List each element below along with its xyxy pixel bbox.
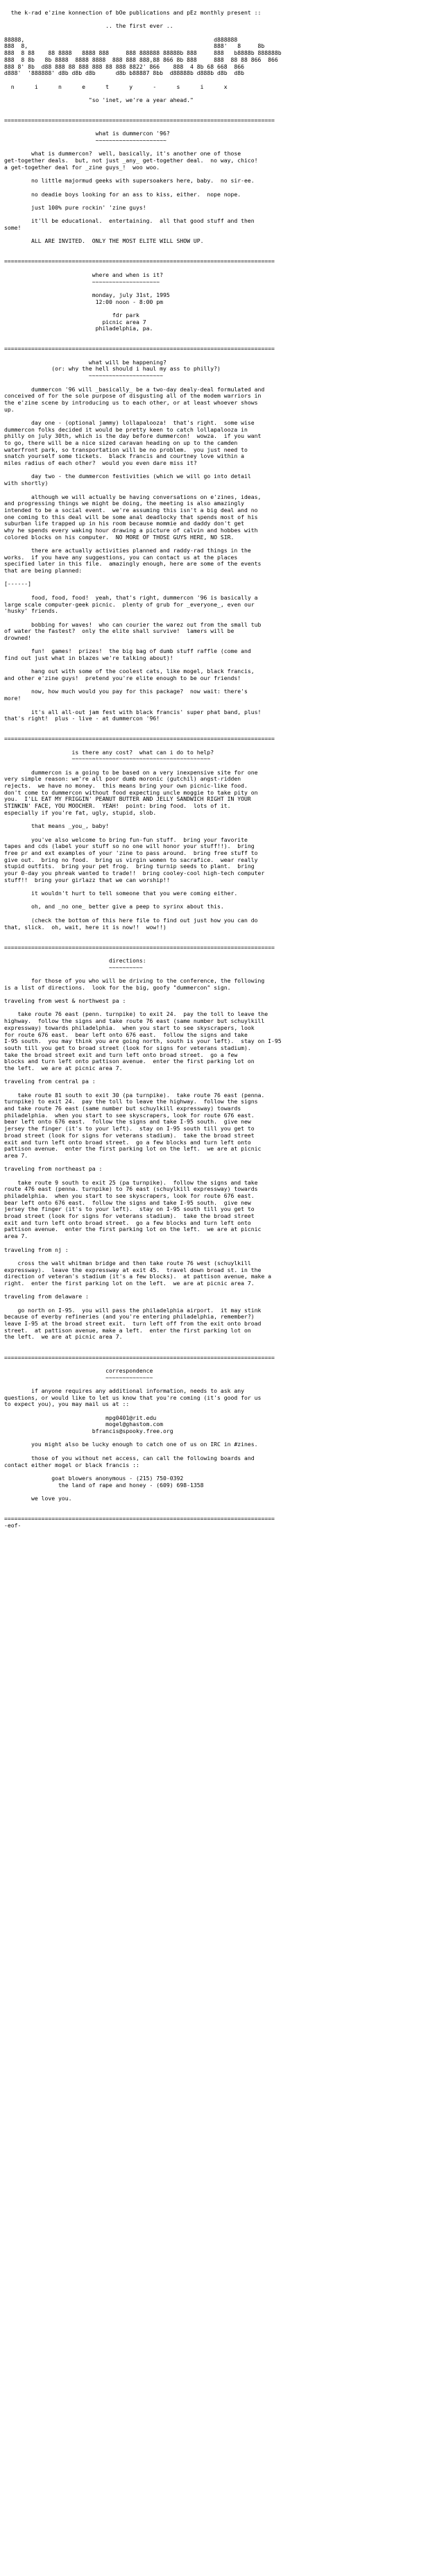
section-divider: ================================================================================ xyxy=(4,1354,275,1361)
happening-section-line: works. if you have any suggestions, you can contact us at the places xyxy=(4,554,238,561)
where-section-line: ~~~~~~~~~~~~~~~~~~~~ xyxy=(4,278,160,285)
ascii-banner-line: 88888, d888888 xyxy=(4,36,238,43)
directions-section-line xyxy=(4,991,440,998)
ascii-banner-line: 888 8 8b 8b 8888 8888 8888 888 888 888,88 866 8b 888 888 88 88 866 866 xyxy=(4,56,278,63)
happening-section-line xyxy=(4,467,440,474)
ascii-banner-line: d888' '888888' d8b d8b d8b d8b b88887 8bb d88888b d888b d8b d8b xyxy=(4,70,244,77)
section-divider: ================================================================================ xyxy=(4,1516,275,1522)
happening-section-line: there are actually activities planned and raddy-rad things in the xyxy=(4,548,251,554)
correspondence-section-line xyxy=(4,1361,440,1368)
happening-section-line: miles radius of each other? would you even dare miss it? xyxy=(4,460,197,467)
happening-section-line xyxy=(4,642,440,649)
directions-section-line xyxy=(4,1240,440,1247)
what-section-line: it'll be educational. entertaining. all that good stuff and then xyxy=(4,218,255,225)
happening-section-line: of water the fastest? only the elite shall survive! lamers will be xyxy=(4,628,234,635)
correspondence-section-line: mogel@ghastom.com xyxy=(4,1421,164,1428)
cost-section-line xyxy=(4,763,440,770)
happening-section-line: that's right! plus - live - at dummercon '96! xyxy=(4,715,160,722)
directions-section-line xyxy=(4,1341,440,1348)
cost-section-line: free pr and ext examples of your 'zine to pass around. bring free stuff to xyxy=(4,849,258,856)
directions-section-line: I-95 south. you may think you are going north, south is your left). stay on I-95 xyxy=(4,1038,282,1045)
directions-section-line: pattison avenue. enter the first parking lot on the left. we are at picnic xyxy=(4,1226,262,1233)
directions-section-line xyxy=(4,1005,440,1012)
directions-section-line: traveling from nj : xyxy=(4,1246,69,1253)
what-section-line: get-together deals. but, not just _any_ get-together deal. no way, chico! xyxy=(4,158,258,164)
directions-section-line xyxy=(4,951,440,958)
cost-section-line: don't come to dummercon without food expecting uncle moggie to take pity on xyxy=(4,789,258,796)
where-section-line xyxy=(4,305,440,312)
directions-section-line: take route 76 east (penn. turnpike) to exit 24. pay the toll to leave the xyxy=(4,1011,268,1018)
happening-section-line xyxy=(4,541,440,548)
where-section-line: 12:00 noon - 8:00 pm xyxy=(4,298,164,305)
happening-section-line: and other e'zine guys! pretend you're elite enough to be our friends! xyxy=(4,675,241,682)
directions-section-line: traveling from northeast pa : xyxy=(4,1166,103,1173)
directions-section-line: street. at pattison avenue, make a left. enter the first parking lot on xyxy=(4,1327,251,1334)
happening-section-line: suburban life trapped up in his room because mommie and daddy don't get xyxy=(4,520,244,527)
happening-section-line: ~~~~~~~~~~~~~~~~~~~~~~ xyxy=(4,373,164,380)
directions-section-line: because of everby refineries (and you're entering philadelphia, remember?) xyxy=(4,1314,255,1321)
happening-section-line: one coming to this deal will be some anal deadlocky that spends most of his xyxy=(4,514,258,520)
correspondence-section-line xyxy=(4,1435,440,1442)
ascii-banner-line xyxy=(4,104,440,111)
ascii-banner-line xyxy=(4,90,440,97)
cost-section-line: stuff!! bring your girlazz that we can worship!! xyxy=(4,876,170,883)
ascii-banner-line: n i n e t y - s i x xyxy=(4,83,228,90)
section-divider: ================================================================================ xyxy=(4,346,275,353)
directions-section-line: is a list of directions. look for the big, goofy "dummercon" sign. xyxy=(4,984,231,991)
correspondence-section-line xyxy=(4,1489,440,1495)
what-section-line: a get-together deal for _zine guys_! woo woo. xyxy=(4,164,160,171)
directions-section-line: take route 9 south to exit 25 (pa turnpike). follow the signs and take xyxy=(4,1179,258,1186)
happening-section-line xyxy=(4,722,440,729)
directions-section-line: traveling from central pa : xyxy=(4,1078,96,1085)
what-section-line: ~~~~~~~~~~~~~~~~~~~~~ xyxy=(4,137,166,144)
directions-section-line: jersey the finger (it's to your left). stay on I-95 south till you get to xyxy=(4,1206,255,1213)
cost-section-line xyxy=(4,931,440,938)
where-section-line xyxy=(4,265,440,272)
happening-section-line: and progressing things we might be doing, the meeting is also amazingly xyxy=(4,500,244,507)
directions-section-line: directions: xyxy=(4,957,146,964)
directions-section-line: take the broad street exit and turn left onto broad street. go a few xyxy=(4,1051,238,1058)
happening-section-line: more! xyxy=(4,695,22,702)
where-section-line xyxy=(4,285,440,292)
cost-section-line xyxy=(4,883,440,890)
correspondence-section-line: if anyone requires any additional information, needs to ask any xyxy=(4,1387,244,1394)
ascii-banner-line: 888 8, 888' 8 8b xyxy=(4,43,265,50)
happening-section-line: although we will actually be having conversations on e'zines, ideas, xyxy=(4,493,262,500)
where-section-line xyxy=(4,332,440,339)
directions-section-line: take route 81 south to exit 30 (pa turnpike). take route 76 east (penna. xyxy=(4,1092,265,1099)
cost-section-line: (check the bottom of this here file to find out just how you can do xyxy=(4,917,258,924)
happening-section-line: specified later in this file. amazingly enough, here are some of the events xyxy=(4,561,262,568)
directions-section-line: highway. follow the signs and take route 76 east (same number but schuylkill xyxy=(4,1018,265,1025)
directions-section-line: the left. we are at picnic area 7. xyxy=(4,1065,123,1071)
directions-section-line: area 7. xyxy=(4,1152,28,1159)
cost-section-line: oh, and _no one_ better give a peep to syrinx about this. xyxy=(4,904,224,910)
cost-section-line: that means _you_, baby! xyxy=(4,823,110,830)
directions-section-line: traveling from delaware : xyxy=(4,1294,89,1300)
what-section-line xyxy=(4,198,440,205)
happening-section-line xyxy=(4,380,440,387)
correspondence-section-line: contact either mogel or black francis :: xyxy=(4,1461,139,1468)
what-section-line xyxy=(4,232,440,239)
happening-section-line: [------] xyxy=(4,581,31,588)
section-divider: ================================================================================ xyxy=(4,117,275,124)
happening-section-line: that are being planned: xyxy=(4,568,83,575)
happening-section-line: philly on july 30th, which is the day before dummercon! wowza. if you want xyxy=(4,433,262,440)
what-section-line xyxy=(4,245,440,252)
correspondence-section-line: those of you without net access, can call the following boards and xyxy=(4,1455,255,1461)
correspondence-section-line: mpg0401@rit.edu xyxy=(4,1414,157,1421)
happening-section-line: it's all all-out jam fest with black francis' super phat band, plus! xyxy=(4,709,262,715)
happening-section-line xyxy=(4,615,440,622)
happening-section-line xyxy=(4,729,440,736)
happening-section-line: bobbing for waves! who can courier the warez out from the small tub xyxy=(4,621,262,628)
what-section-line: some! xyxy=(4,225,22,231)
directions-section-line: area 7. xyxy=(4,1233,28,1240)
happening-section-line: large scale computer-geek picnic. plenty of grub for _everyone_, even our xyxy=(4,601,255,608)
cost-section-line: your 0-day you phreak wanted to trade!! bring cooley-cool high-tech computer xyxy=(4,870,265,876)
directions-section-line xyxy=(4,1253,440,1260)
what-section-line: no little majormud geeks with supersoakers here, baby. no sir-ee. xyxy=(4,178,255,185)
eof-marker: -eof- xyxy=(4,1522,22,1529)
cost-section-line xyxy=(4,830,440,837)
directions-section-line: exit and turn left onto broad street. go a few blocks and turn left onto xyxy=(4,1219,251,1226)
intro-line: the k-rad e'zine konnection of bOe publications and pEz monthly present :: xyxy=(4,10,262,16)
directions-section-line: expressway) towards philadelphia. when you start to see skyscrapers, look xyxy=(4,1024,255,1031)
directions-section-line: route 476 east (penna. turnpike) to 76 east (schuylkill expressway) towards xyxy=(4,1186,258,1193)
happening-section-line: now, how much would you pay for this package? now wait: there's xyxy=(4,688,248,695)
ascii-banner-line xyxy=(4,77,440,84)
correspondence-section-line xyxy=(4,1502,440,1509)
happening-section-line: drowned! xyxy=(4,634,31,641)
happening-section-line: dummercon folks decided it would be pretty keen to catch lollapalooza in xyxy=(4,426,248,433)
happening-section-line: find out just what in blazes we're talking about)! xyxy=(4,655,173,661)
happening-section-line: day two - the dummercon festivities (which we will go into detail xyxy=(4,473,251,480)
directions-section-line: turnpike) to exit 24. pay the toll to leave the highway. follow the signs xyxy=(4,1099,258,1105)
happening-section-line xyxy=(4,413,440,420)
happening-section-line: snatch yourself some tickets. black francis and courtney love within a xyxy=(4,453,244,460)
section-divider: ================================================================================ xyxy=(4,736,275,743)
happening-section-line: why he spends every waking hour drawing a picture of calvin and hobbes with xyxy=(4,527,258,534)
correspondence-section-line xyxy=(4,1408,440,1415)
correspondence-section-line: questions, or would like to let us know that you're coming (it's good for us xyxy=(4,1394,262,1401)
happening-section-line: colored blocks on his computer. NO MORE OF THOSE GUYS HERE, NO SIR. xyxy=(4,534,234,541)
directions-section-line: broad street (look for signs for veterans stadium). take the broad street xyxy=(4,1132,255,1139)
cost-section-line: give out. bring no food. bring us virgin women to sacrafice. wear really xyxy=(4,856,258,863)
happening-section-line: what will be happening? xyxy=(4,359,166,366)
correspondence-section-line: we love you. xyxy=(4,1495,72,1502)
cost-section-line: you. I'LL EAT MY FRIGGIN' PEANUT BUTTER AND JELLY SANDWICH RIGHT IN YOUR xyxy=(4,796,251,803)
directions-section-line: cross the walt whitman bridge and then take route 76 west (schuylkill xyxy=(4,1260,251,1266)
happening-section-line: conceived of for the sole purpose of disgusting all of the modem warriors in xyxy=(4,393,262,400)
happening-section-line xyxy=(4,575,440,582)
where-section-line: picnic area 7 xyxy=(4,319,146,325)
directions-section-line: exit and turn left onto broad street. go a few blocks and turn left onto xyxy=(4,1139,251,1146)
where-section-line: where and when is it? xyxy=(4,271,164,278)
directions-section-line: blocks and turn left onto pattison avenue. enter the first parking lot on xyxy=(4,1058,255,1065)
correspondence-section-line: goat blowers anonymous - (215) 750-0392 xyxy=(4,1475,184,1482)
directions-section-line: ~~~~~~~~~~ xyxy=(4,964,143,971)
what-section-line xyxy=(4,185,440,192)
happening-section-line xyxy=(4,662,440,669)
directions-section-line: philadelphia. when you start to see skyscrapers, look for route 676 east. xyxy=(4,1112,255,1119)
cost-section-line xyxy=(4,938,440,944)
correspondence-section-line: ~~~~~~~~~~~~~~ xyxy=(4,1374,153,1381)
happening-section-line xyxy=(4,588,440,595)
happening-section-line: (or: why the hell should i haul my ass to philly?) xyxy=(4,366,221,373)
where-section-line: monday, july 31st, 1995 xyxy=(4,291,170,298)
directions-section-line: jersey the finger (it's to your left). stay on I-95 south till you get to xyxy=(4,1126,255,1133)
directions-section-line: pattison avenue. enter the first parking lot on the left. we are at picnic xyxy=(4,1146,262,1153)
cost-section-line xyxy=(4,743,440,749)
where-section-line: fdr park xyxy=(4,312,139,319)
ascii-banner-line: 888 8' 8b d88 888 88 888 888 88 888 8822' 866 888 4 8b 68 668 866 xyxy=(4,63,244,70)
where-section-line xyxy=(4,339,440,346)
directions-section-line xyxy=(4,1072,440,1079)
happening-section-line: to go, there will be a nice sized caravan heading on up to the camden xyxy=(4,440,238,446)
cost-section-line: dummercon is a going to be based on a very inexpensive site for one xyxy=(4,769,258,776)
happening-section-line: day one - (optional jammy) lollapalooza! that's right. some wise xyxy=(4,419,255,426)
section-divider: ================================================================================ xyxy=(4,944,275,951)
happening-section-line: fun! games! prizes! the big bag of dumb stuff raffle (come and xyxy=(4,648,251,655)
cost-section-line: especially if you're fat, ugly, stupid, slob. xyxy=(4,809,157,816)
what-section-line xyxy=(4,252,440,259)
where-section-line: philadelphia, pa. xyxy=(4,325,153,332)
directions-section-line xyxy=(4,1160,440,1167)
cost-section-line: STINKIN' FACE, YOU MOOCHER. YEAH! point: bring food. lots of it. xyxy=(4,803,231,810)
intro-line xyxy=(4,30,440,37)
section-divider: ================================================================================ xyxy=(4,258,275,265)
cost-section-line: ~~~~~~~~~~~~~~~~~~~~~~~~~~~~~~~~~~~~~~~~~ xyxy=(4,756,211,763)
directions-section-line: the left. we are at picnic area 7. xyxy=(4,1334,123,1341)
happening-section-line: up. xyxy=(4,406,15,413)
ascii-banner-line: "so 'inet, we're a year ahead." xyxy=(4,96,194,103)
cost-section-line: is there any cost? what can i do to help? xyxy=(4,749,214,756)
happening-section-line: waterfront park, so transportation will be no problem. you just need to xyxy=(4,446,248,453)
cost-section-line: that, slick. oh, wait, here it is now!! wow!!) xyxy=(4,924,166,931)
happening-section-line: 'husky' friends. xyxy=(4,608,58,615)
what-section-line: what is dummercon? well, basically, it's another one of those xyxy=(4,151,241,158)
directions-section-line: expressway). leave the expressway at exit 45. travel down broad st. in the xyxy=(4,1266,262,1273)
happening-section-line: dummercon '96 will _basically_ be a two-day dealy-deal formulated and xyxy=(4,386,265,393)
intro-line xyxy=(4,17,440,24)
directions-section-line xyxy=(4,971,440,978)
what-section-line: no deadie boys looking for an ass to kiss, either. nope nope. xyxy=(4,191,241,198)
correspondence-section-line: to expect you), you may mail us at :: xyxy=(4,1401,130,1408)
cost-section-line: it wouldn't hurt to tell someone that you were coming either. xyxy=(4,890,238,897)
happening-section-line: food, food, food! yeah, that's right, dummercon '96 is basically a xyxy=(4,594,258,601)
cost-section-line xyxy=(4,897,440,904)
ascii-banner-line xyxy=(4,110,440,117)
what-section-line: just 100% pure rockin' 'zine guys! xyxy=(4,204,146,211)
directions-section-line xyxy=(4,1348,440,1355)
cost-section-line: very simple reason: we're all poor dumb moronic (gutchil) angst-ridden xyxy=(4,776,241,783)
directions-section-line xyxy=(4,1300,440,1307)
directions-section-line: go north on I-95. you will pass the philadelphia airport. it may stink xyxy=(4,1307,262,1314)
correspondence-section-line xyxy=(4,1509,440,1516)
what-section-line: what is dummercon '96? xyxy=(4,130,170,137)
happening-section-line: intended to be a social event. we're assuming this isn't a big deal and no xyxy=(4,507,258,514)
directions-section-line: bear left onto 676 east. follow the signs and take I-95 south. give new xyxy=(4,1119,251,1126)
correspondence-section-line: the land of rape and honey - (609) 698-1358 xyxy=(4,1482,204,1489)
directions-section-line: philadelphia. when you start to see skyscrapers, look for route 676 east. xyxy=(4,1193,255,1199)
happening-section-line: the e'zine scene by introducing us to each other, or at least whoever shows xyxy=(4,399,258,406)
what-section-line: ALL ARE INVITED. ONLY THE MOST ELITE WILL SHOW UP. xyxy=(4,238,204,245)
happening-section-line xyxy=(4,682,440,689)
directions-section-line: bear left onto 676 east. follow the signs and take I-95 south. give new xyxy=(4,1199,251,1206)
happening-section-line: with shortly) xyxy=(4,480,49,487)
intro-line: .. the first ever .. xyxy=(4,23,173,30)
cost-section-line xyxy=(4,910,440,917)
what-section-line xyxy=(4,144,440,151)
correspondence-section-line: bfrancis@spooky.free.org xyxy=(4,1428,173,1435)
cost-section-line xyxy=(4,817,440,824)
cost-section-line: rejects. we have no money. this means bring your own picnic-like food. xyxy=(4,783,248,790)
directions-section-line: for those of you who will be driving to the conference, the following xyxy=(4,978,265,984)
directions-section-line xyxy=(4,1173,440,1180)
ascii-banner-line: 888 8 88 88 8888 8888 888 888 888888 88888b 888 888 b8888b 888888b xyxy=(4,50,282,57)
what-section-line xyxy=(4,171,440,178)
directions-section-line: and take route 76 east (same number but schuylkill expressway) towards xyxy=(4,1105,241,1112)
directions-section-line: broad street (look for signs for veterans stadium). take the broad street xyxy=(4,1213,255,1220)
directions-section-line: traveling from west & northwest pa : xyxy=(4,998,126,1005)
cost-section-line: stupid outfits. bring your pet frog. bring turnip seeds to plant. bring xyxy=(4,863,255,870)
directions-section-line xyxy=(4,1085,440,1092)
happening-section-line xyxy=(4,487,440,494)
directions-section-line: right. enter the first parking lot on the left. we are at picnic area 7. xyxy=(4,1280,255,1287)
directions-section-line xyxy=(4,1287,440,1294)
what-section-line xyxy=(4,212,440,219)
cost-section-line: you've also welcome to bring fun-fun stuff. bring your favorite xyxy=(4,836,248,843)
happening-section-line xyxy=(4,702,440,709)
directions-section-line: for route 676 east. bear left onto 676 east. follow the signs and take xyxy=(4,1031,248,1038)
happening-section-line xyxy=(4,353,440,359)
correspondence-section-line xyxy=(4,1448,440,1455)
directions-section-line: direction of veteran's stadium (it's a few blocks). at pattison avenue, make a xyxy=(4,1273,271,1280)
correspondence-section-line: correspondence xyxy=(4,1367,153,1374)
cost-section-line: tapes and cds (label your stuff so no one will honor your stuff!!). bring xyxy=(4,843,255,850)
correspondence-section-line xyxy=(4,1468,440,1475)
correspondence-section-line: you might also be lucky enough to catch one of us on IRC in #zines. xyxy=(4,1441,258,1448)
happening-section-line: hang out with some of the coolest cats, like mogel, black francis, xyxy=(4,668,255,675)
directions-section-line: leave I-95 at the broad street exit. turn left off from the exit onto broad xyxy=(4,1321,262,1328)
correspondence-section-line xyxy=(4,1381,440,1388)
what-section-line xyxy=(4,124,440,131)
directions-section-line: south till you get to broad street (look for signs for veterans stadium). xyxy=(4,1044,251,1051)
